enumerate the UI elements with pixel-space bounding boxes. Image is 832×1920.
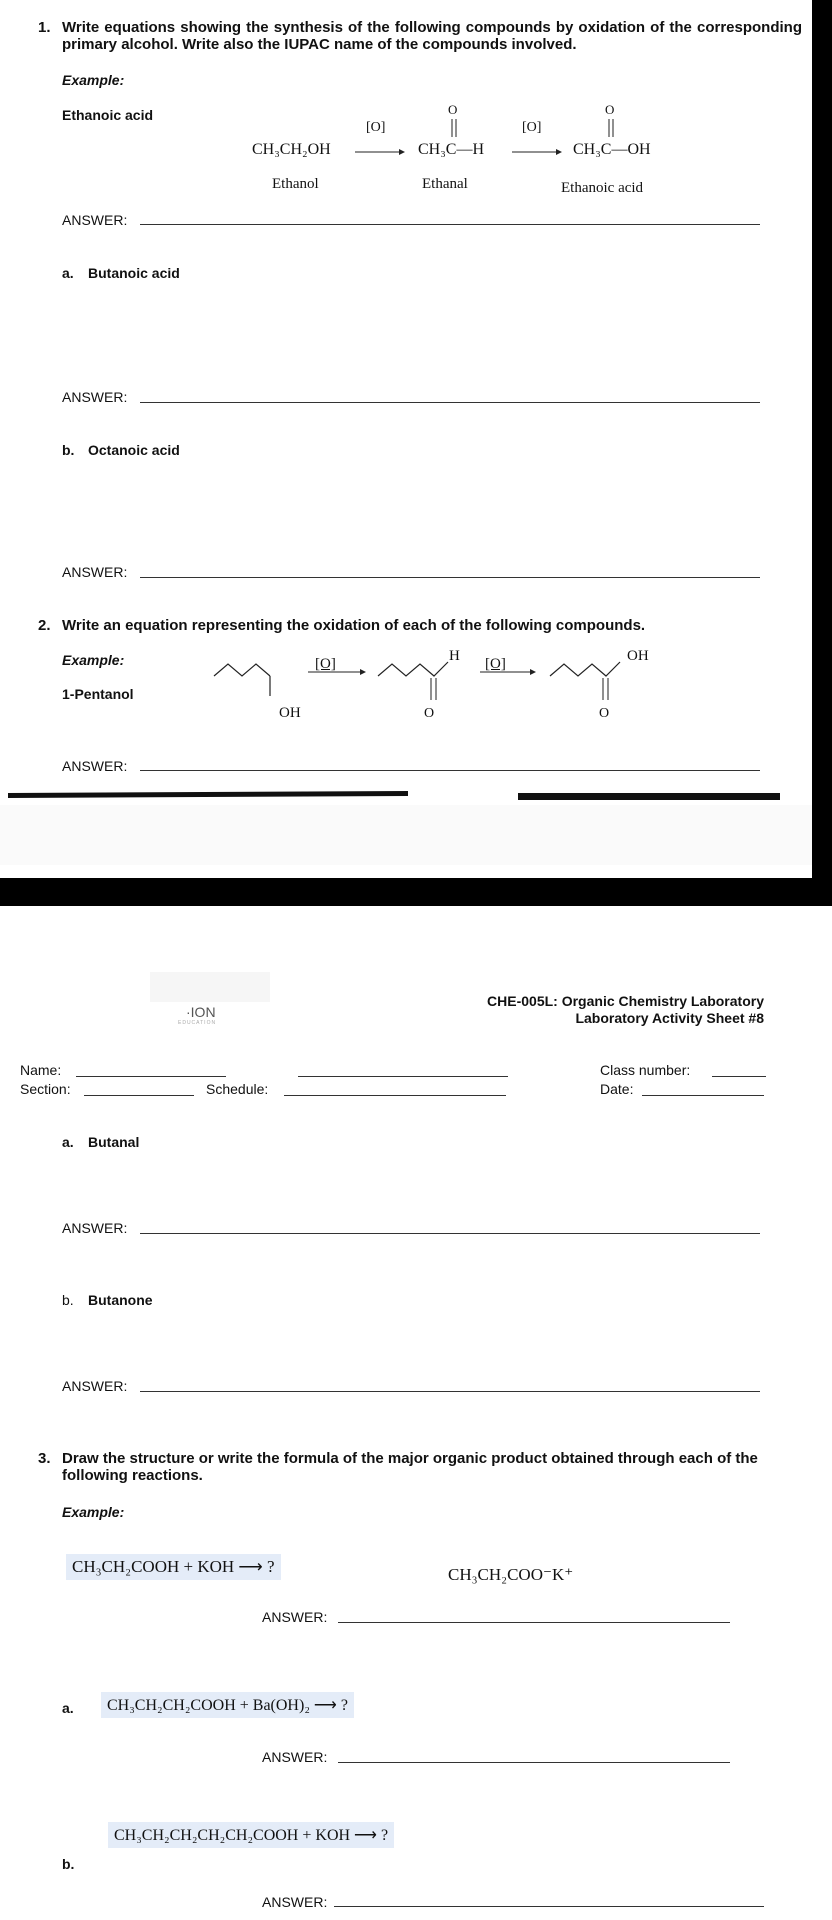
reaction-arrow-icon — [512, 146, 562, 158]
intermediate-formula: CH₃C—H — [418, 141, 485, 158]
page-2 — [0, 906, 832, 1920]
carbonyl-oxygen: O — [448, 102, 458, 117]
schedule-label: Schedule: — [206, 1081, 269, 1097]
section-label: Section: — [20, 1081, 71, 1097]
aldehyde-h-label: H — [449, 648, 460, 664]
item-name: Butanoic acid — [88, 265, 180, 281]
answer-line[interactable] — [140, 1391, 760, 1392]
reactant-name: Ethanol — [272, 176, 319, 192]
hydroxyl-label: OH — [279, 705, 301, 721]
oxidant-label: [O] — [485, 656, 506, 672]
carbonyl-oxygen: O — [605, 102, 615, 117]
reaction-formula: CH₃CH₂CH₂COOH + Ba(OH)₂ ⟶ ? — [101, 1692, 354, 1718]
example-compound: 1-Pentanol — [62, 686, 134, 702]
scan-artifact — [518, 793, 780, 800]
answer-line[interactable] — [140, 1233, 760, 1234]
scan-border — [812, 0, 832, 880]
logo-smudge — [150, 972, 270, 1002]
double-bond-icon — [449, 119, 459, 139]
logo-subtext: EDUCATION — [178, 1020, 217, 1026]
example-compound: Ethanoic acid — [62, 107, 154, 123]
question-number: 1. — [38, 19, 51, 36]
answer-line[interactable] — [140, 402, 760, 403]
reaction-formula: CH₃CH₂CH₂CH₂CH₂COOH + KOH ⟶ ? — [108, 1822, 394, 1848]
oxidant-label: [O] — [315, 656, 336, 672]
answer-label: ANSWER: — [62, 389, 128, 405]
name-field[interactable] — [298, 1076, 508, 1077]
example-label: Example: — [62, 652, 125, 668]
question-text: Draw the structure or write the formula of the major organic product obtained through each of the following reactions. — [62, 1450, 758, 1484]
schedule-field[interactable] — [284, 1095, 506, 1096]
oxidant-label: [O] — [522, 120, 542, 135]
date-label: Date: — [600, 1081, 634, 1097]
section-field[interactable] — [84, 1095, 194, 1096]
header-subtitle: Laboratory Activity Sheet #8 — [575, 1010, 764, 1026]
name-field[interactable] — [76, 1076, 226, 1077]
example-label: Example: — [62, 72, 125, 88]
acid-oh-label: OH — [627, 648, 649, 664]
question-number: 2. — [38, 617, 51, 634]
intermediate-name: Ethanal — [422, 176, 468, 192]
double-bond-icon — [606, 119, 616, 139]
page-1 — [0, 0, 812, 878]
answer-label: ANSWER: — [62, 212, 128, 228]
scan-artifact — [8, 791, 408, 798]
example-product: CH₃CH₂COO⁻K⁺ — [448, 1565, 574, 1584]
item-letter: b. — [62, 1292, 74, 1308]
item-name: Butanal — [88, 1134, 140, 1150]
carbonyl-oxygen: O — [599, 706, 610, 721]
example-label: Example: — [62, 1504, 125, 1520]
date-field[interactable] — [642, 1095, 764, 1096]
answer-label: ANSWER: — [62, 564, 128, 580]
carbonyl-oxygen: O — [424, 706, 435, 721]
logo: ·ION — [186, 1004, 216, 1020]
answer-line[interactable] — [140, 577, 760, 578]
answer-label: ANSWER: — [262, 1609, 328, 1625]
class-number-label: Class number: — [600, 1062, 691, 1078]
item-name: Butanone — [88, 1292, 153, 1308]
answer-label: ANSWER: — [262, 1749, 328, 1765]
oxidant-label: [O] — [366, 120, 386, 135]
answer-line[interactable] — [338, 1762, 730, 1763]
product-name: Ethanoic acid — [561, 180, 644, 196]
item-letter: a. — [62, 1134, 74, 1150]
reaction-arrow-icon — [355, 146, 405, 158]
answer-line[interactable] — [334, 1906, 764, 1907]
name-label: Name: — [20, 1062, 62, 1078]
question-text: Write an equation representing the oxidation of each of the following compounds. — [62, 617, 646, 634]
item-letter: a. — [62, 265, 74, 281]
answer-line[interactable] — [140, 224, 760, 225]
header-title: CHE-005L: Organic Chemistry Laboratory — [487, 993, 764, 1009]
answer-line[interactable] — [140, 770, 760, 771]
item-letter: a. — [62, 1700, 74, 1716]
answer-label: ANSWER: — [62, 1378, 128, 1394]
answer-label: ANSWER: — [262, 1894, 328, 1910]
class-number-field[interactable] — [712, 1076, 766, 1077]
item-letter: b. — [62, 442, 75, 458]
item-letter: b. — [62, 1856, 75, 1872]
product-formula: CH₃C—OH — [573, 141, 651, 158]
question-number: 3. — [38, 1450, 51, 1467]
question-text: Write equations showing the synthesis of the following compounds by oxidation of the corresponding primary alcohol. Write also the IUPAC name of the compounds involved. — [62, 19, 802, 53]
item-name: Octanoic acid — [88, 442, 180, 458]
page-separator — [0, 878, 832, 906]
scan-artifact — [0, 805, 812, 865]
answer-label: ANSWER: — [62, 1220, 128, 1236]
example-reaction: CH₃CH₂COOH + KOH ⟶ ? — [66, 1554, 281, 1580]
skeletal-reaction-icon — [210, 648, 630, 728]
answer-line[interactable] — [338, 1622, 730, 1623]
reactant-formula: CH₃CH₂OH — [252, 141, 331, 158]
answer-label: ANSWER: — [62, 758, 128, 774]
